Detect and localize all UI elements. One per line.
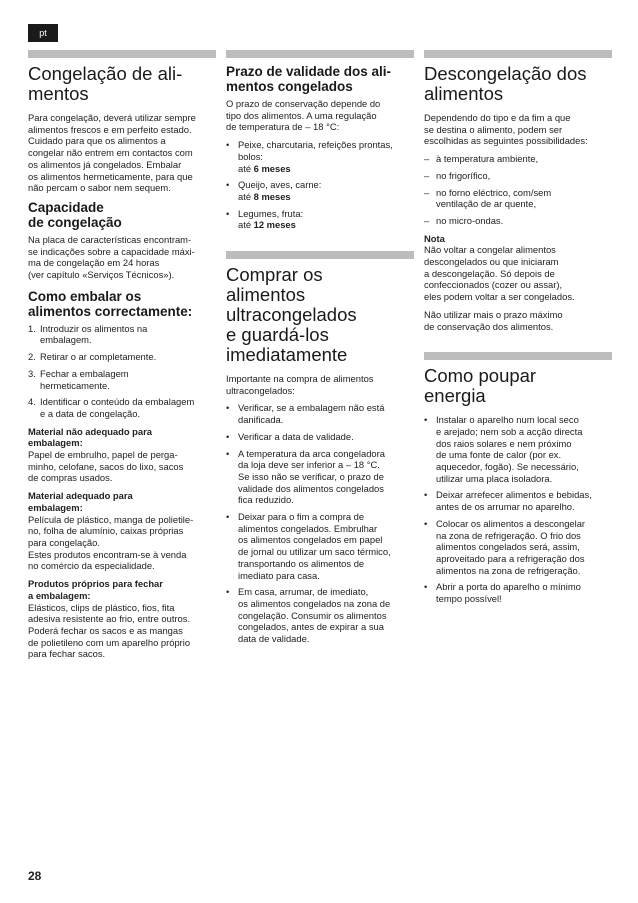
suitable-title: Material adequado para embalagem: <box>28 490 133 513</box>
list-item: • Instalar o aparelho num local seco e arejado; nem sob a acção directa dos raios solares e nem próximo de uma fonte de calor (por ex. aquecedor, fogão). Se necessário, utilizar uma placa isoladora. <box>424 414 583 484</box>
list-item: • Deixar para o fim a compra de alimentos congelados. Embrulhar os alimentos congelados em papel de jornal ou utilizar um saco térmico, transportando os alimentos de imediato para casa. <box>226 511 391 581</box>
shelf-life-title: Prazo de validade dos ali- mentos congelados <box>226 64 392 94</box>
list-item: • Abrir a porta do aparelho o mínimo tempo possível! <box>424 581 581 605</box>
page-number: 28 <box>28 869 42 883</box>
packing-steps <box>28 323 216 420</box>
language-tab: pt <box>28 24 58 42</box>
column-shelf-life <box>226 50 414 651</box>
unsuitable-text: Papel de embrulho, papel de perga- minho, celofane, sacos do lixo, sacos de compras usados. <box>28 449 184 484</box>
thawing-text: Dependendo do tipo e da fim a que se destina o alimento, podem ser escolhidas as seguintes possibilidades: <box>424 112 588 147</box>
closing-title: Produtos próprios para fechar a embalagem: <box>28 578 163 601</box>
freezing-intro: Para congelação, deverá utilizar sempre alimentos frescos e em perfeito estado. Cuidado para que os alimentos a congelar não entrem em contactos com os alimentos já congelados. Embalar os alimentos hermeticamente, para que não percam o sabor nem sequem. <box>28 112 196 194</box>
section-rule <box>226 50 414 58</box>
closing-text: Elásticos, clips de plástico, fios, fita adesiva resistente ao frio, entre outros. Poderá fechar os sacos e as mangas de polietileno com um aparelho próprio para fechar sacos. <box>28 601 191 660</box>
list-item: 4. Identificar o conteúdo da embalagem e a data de congelação. <box>28 396 195 419</box>
list-item: • Queijo, aves, carne: até 8 meses <box>226 179 322 202</box>
list-item: • Legumes, fruta: até 12 meses <box>226 207 304 231</box>
list-item: 2. Retirar o ar completamente. <box>28 351 157 363</box>
list-item: • Colocar os alimentos a descongelar na zona de refrigeração. O frio dos alimentos congelados será, assim, aproveitado para a refrigeração dos alimentos na zona de refrigeração. <box>424 517 586 576</box>
buying-text: Importante na compra de alimentos ultracongelados: <box>226 373 374 396</box>
list-item: • A temperatura da arca congeladora da loja deve ser inferior a – 18 °C. Se isso não se verificar, o prazo de validade dos alimentos congelados fica reduzido. <box>226 447 385 506</box>
energy-list <box>424 414 612 605</box>
section-rule <box>424 50 612 58</box>
column-thawing <box>424 50 612 611</box>
list-item: • Verificar, se a embalagem não está danificada. <box>226 402 385 426</box>
list-item: • Verificar a data de validade. <box>226 430 354 442</box>
list-item: – à temperatura ambiente, <box>424 153 539 165</box>
suitable-text: Película de plástico, manga de polietile- no, folha de alumínio, caixas próprias para congelação. Estes produtos encontram-se à venda no comércio da especialidade. <box>28 513 194 572</box>
buying-title: Comprar os alimentos ultracongelados e guardá-los imediatamente <box>226 264 357 366</box>
shelf-life-list <box>226 139 414 231</box>
thawing-title: Descongelação dos alimentos <box>424 63 587 104</box>
buying-list <box>226 402 414 644</box>
list-item: 1. Introduzir os alimentos na embalagem. <box>28 322 148 346</box>
list-item: • Em casa, arrumar, de imediato, os alimentos congelados na zona de congelação. Consumir os alimentos congelados, antes de expirar a sua data de validade. <box>226 586 391 645</box>
column-freezing <box>28 50 216 666</box>
list-item: • Deixar arrefecer alimentos e bebidas, antes de os arrumar no aparelho. <box>424 489 592 513</box>
list-item: • Peixe, charcutaria, refeições prontas, bolos: até 6 meses <box>226 139 393 174</box>
list-item: – no micro-ondas. <box>424 214 504 226</box>
section-rule <box>226 251 414 259</box>
list-item: – no forno eléctrico, com/sem ventilação de ar quente, <box>424 186 552 210</box>
note-title: Nota <box>424 232 445 244</box>
section-rule <box>424 352 612 360</box>
list-item: – no frigorífico, <box>424 169 491 181</box>
freezing-title: Congelação de ali- mentos <box>28 63 183 104</box>
capacity-text: Na placa de características encontram- se indicações sobre a capacidade máxi- ma de congelação em 24 horas (ver capítulo «Serviços Técnicos»). <box>28 233 195 281</box>
note-text-2: Não utilizar mais o prazo máximo de conservação dos alimentos. <box>424 308 563 332</box>
list-item: 3. Fechar a embalagem hermeticamente. <box>28 367 129 391</box>
packing-title: Como embalar os alimentos correctamente: <box>28 288 193 319</box>
section-rule <box>28 50 216 58</box>
note-text: Não voltar a congelar alimentos descongelados ou que iniciaram a descongelação. Só depois de confeccionados (cozer ou assar), eles podem voltar a ser congelados. <box>424 244 575 303</box>
thawing-list <box>424 153 612 227</box>
energy-title: Como poupar energia <box>424 365 537 407</box>
shelf-life-text: O prazo de conservação depende do tipo dos alimentos. A uma regulação de temperatura de – 18 °C: <box>226 98 381 133</box>
capacity-title: Capacidade de congelação <box>28 199 122 230</box>
unsuitable-title: Material não adequado para embalagem: <box>28 425 152 449</box>
